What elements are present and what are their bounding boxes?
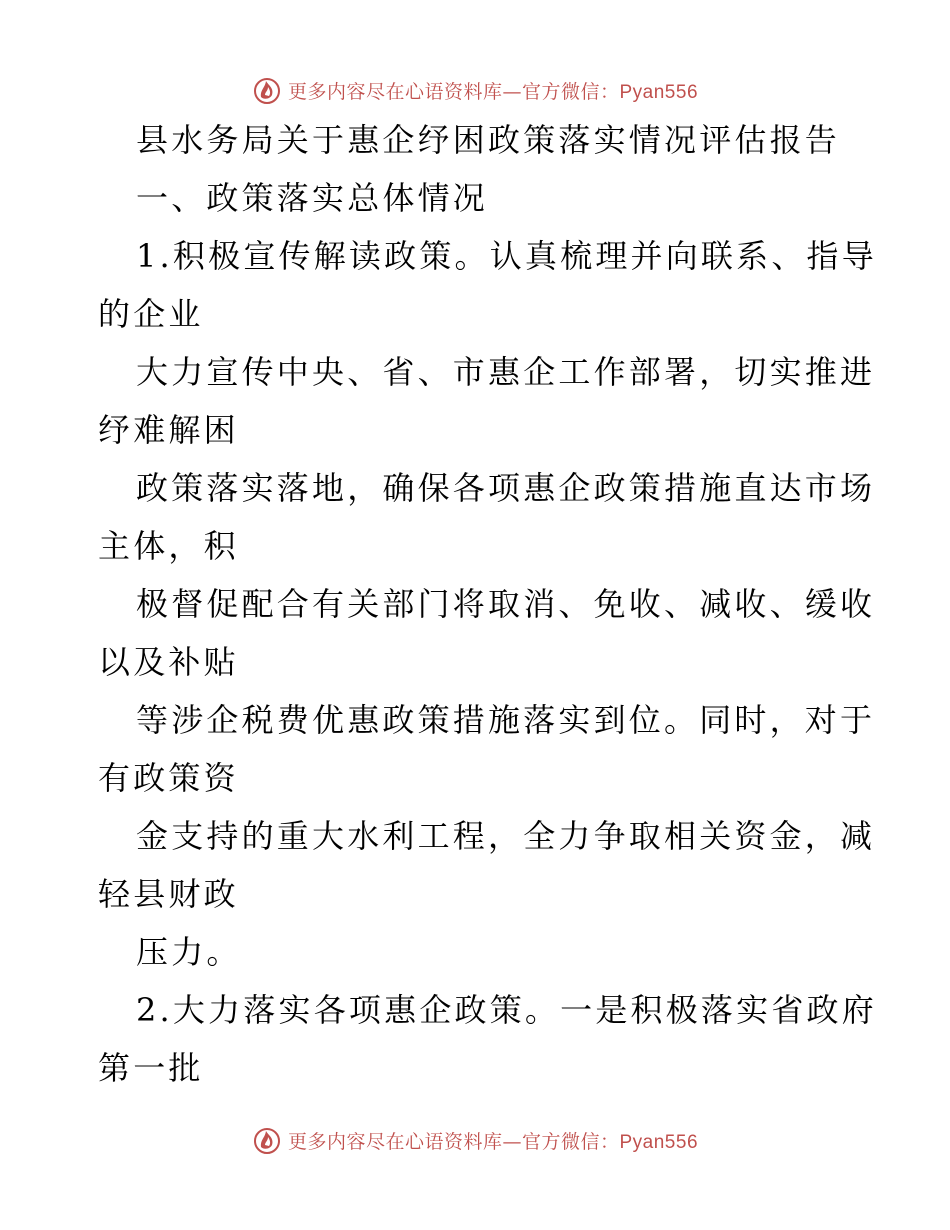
paragraph-line: 以及补贴: [98, 643, 239, 681]
paragraph-line: 1.积极宣传解读政策。认真梳理并向联系、指导: [136, 237, 877, 275]
paragraph-line: 压力。: [136, 933, 242, 971]
footer-banner-text: 更多内容尽在心语资料库—官方微信：Pyan556: [287, 1130, 699, 1153]
paragraph-line: 政策落实落地，确保各项惠企政策措施直达市场: [136, 469, 876, 507]
section-heading: 一、政策落实总体情况: [136, 179, 489, 217]
wechat-handle: Pyan556: [619, 81, 699, 103]
flame-seal-icon: [252, 1125, 282, 1155]
wechat-handle: Pyan556: [619, 1131, 699, 1153]
paragraph-line: 金支持的重大水利工程，全力争取相关资金，减: [136, 817, 876, 855]
paragraph-line: 轻县财政: [98, 875, 239, 913]
footer-banner: [0, 1120, 950, 1160]
paragraph-line: 大力宣传中央、省、市惠企工作部署，切实推进: [136, 353, 876, 391]
paragraph-line: 主体，积: [98, 527, 239, 565]
paragraph-line: 的企业: [98, 295, 204, 333]
header-banner: [0, 70, 950, 110]
paragraph-line: 等涉企税费优惠政策措施落实到位。同时，对于: [136, 701, 876, 739]
flame-seal-icon: [252, 75, 282, 105]
document-title: 县水务局关于惠企纾困政策落实情况评估报告: [136, 121, 841, 159]
paragraph-line: 2.大力落实各项惠企政策。一是积极落实省政府: [136, 991, 877, 1029]
paragraph-line: 纾难解困: [98, 411, 239, 449]
paragraph-line: 极督促配合有关部门将取消、免收、减收、缓收: [136, 585, 876, 623]
paragraph-line: 有政策资: [98, 759, 239, 797]
header-banner-text: 更多内容尽在心语资料库—官方微信：Pyan556: [287, 80, 699, 103]
paragraph-line: 第一批: [98, 1049, 204, 1087]
